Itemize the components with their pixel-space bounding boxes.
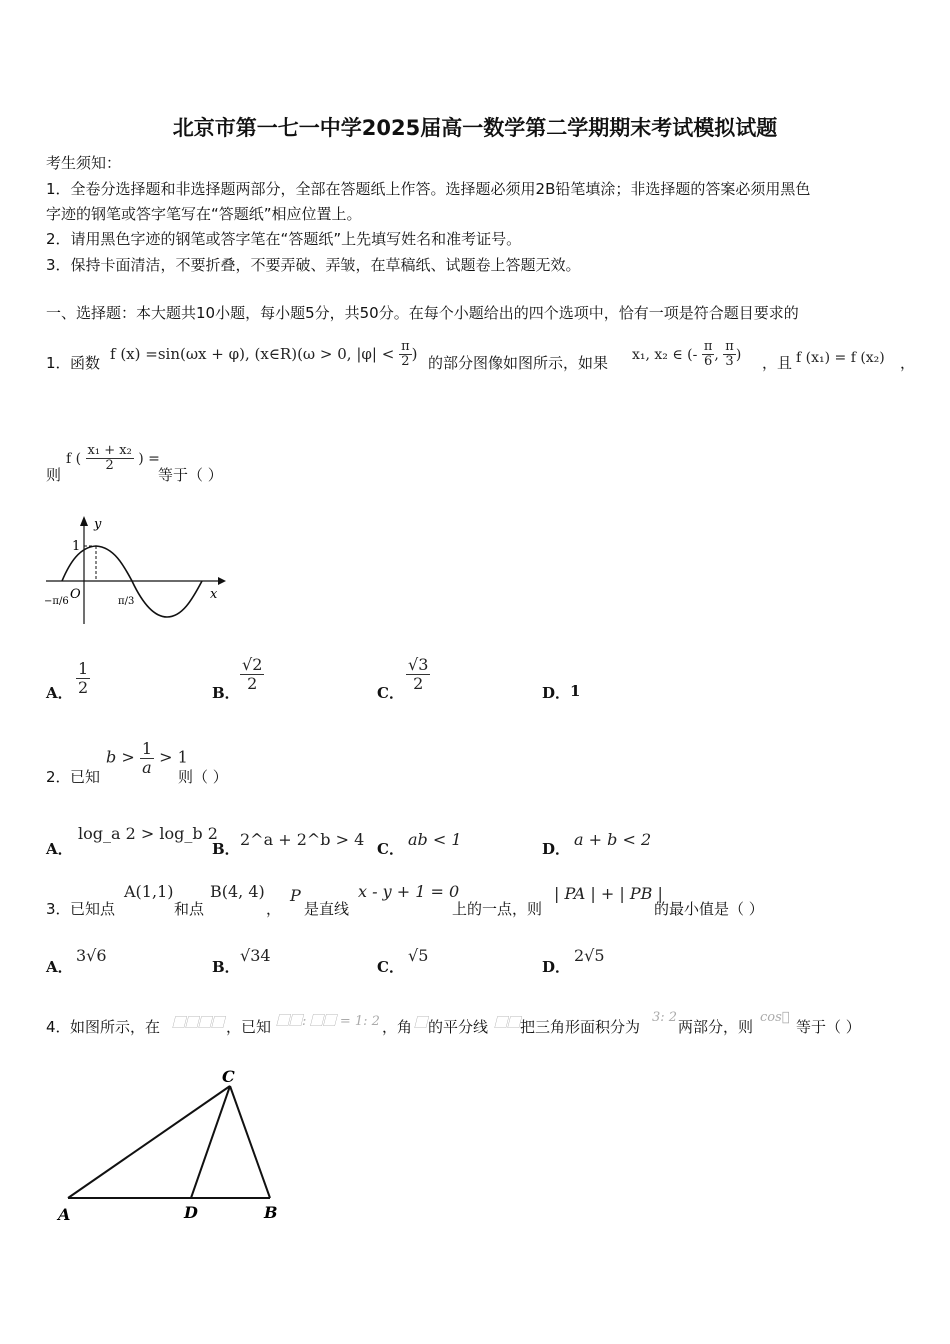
frac-den: 2 [105, 458, 114, 474]
question-number: 1． [46, 354, 71, 372]
frac-num: √3 [408, 655, 429, 674]
question-text: 两部分，则 [678, 1018, 754, 1036]
origin-label: O [70, 587, 81, 602]
question-text: 函数 [70, 354, 101, 372]
option-c-value [406, 656, 430, 692]
ratio-text: : ⃞⃞ = 1: 2 [302, 1014, 380, 1029]
y-label: y [94, 517, 102, 532]
interval-text: x₁, x₂ ∈ (- [632, 346, 698, 363]
question-text: 的最小值是（ ） [654, 900, 764, 918]
frac-num: 1 [141, 739, 153, 758]
option-c-value: ab < 1 [408, 830, 462, 849]
option-d-value: a + b < 2 [574, 830, 652, 849]
point-b: B(4, 4) [210, 882, 265, 901]
vertex-a-label: A [58, 1205, 71, 1224]
question-text: 把三角形面积分为 [520, 1018, 641, 1036]
question-text: 则（ ） [178, 768, 228, 786]
question-text: 如图所示，在 [70, 1018, 161, 1036]
question-text: 等于（ ） [158, 466, 223, 484]
triangle-figure [50, 1062, 290, 1232]
question-text: 已知点 [70, 900, 116, 918]
option-a-value: 3√6 [76, 946, 107, 965]
interval-expression: x₁, x₂ ∈ (- $\frac{\pi}{6}$ , $\frac{\pi}{3}$ ) [632, 339, 742, 370]
question-text: 的平分线 [428, 1018, 489, 1036]
frac-den: 2 [78, 677, 89, 697]
option-b-label: B． [212, 840, 240, 858]
option-d-value: 2√5 [574, 946, 605, 965]
function-expression-text: f (x) =sin(ωx + φ), (x∈R)(ω > 0, |φ| < [110, 344, 395, 363]
notice-heading: 考生须知： [46, 154, 122, 172]
frac-den: 6 [703, 354, 713, 370]
option-c-label: C． [377, 684, 404, 702]
frac-num: π [703, 339, 713, 354]
option-d-label: D． [542, 684, 571, 702]
frac-den: 3 [725, 354, 734, 370]
option-a-label: A． [46, 840, 73, 858]
vertex-c-label: C [222, 1067, 235, 1086]
punctuation: ， [900, 354, 916, 372]
section-heading: 一、选择题：本大题共10小题，每小题5分，共50分。在每个小题给出的四个选项中，恰有一项是符合题目要求的 [46, 304, 799, 322]
notice-item: 字迹的钢笔或答字笔写在“答题纸”相应位置上。 [46, 205, 362, 223]
point-p: P [290, 886, 301, 905]
bisector-cd [191, 1086, 230, 1198]
page-title: 北京市第一七一中学2025届高一数学第二学期期末考试模拟试题 [172, 116, 778, 140]
line-equation: x - y + 1 = 0 [358, 882, 460, 901]
function-expression: f (x) =sin(ωx + φ), (x∈R)(ω > 0, |φ| < $\frac{\pi}{2}$ ) [110, 339, 418, 370]
option-c-value: √5 [408, 946, 429, 965]
option-a-label: A． [46, 684, 73, 702]
question-text: ，且 [762, 354, 793, 372]
option-d-label: D． [542, 840, 571, 858]
question-number: 2． [46, 768, 71, 786]
question-text: ，已知 [226, 1018, 272, 1036]
equality-expression: f (x₁) = f (x₂) [796, 350, 885, 366]
side-cb [230, 1086, 270, 1198]
notice-item: 2．请用黑色字迹的钢笔或答字笔在“答题纸”上先填写姓名和准考证号。 [46, 230, 522, 248]
option-a-value: log_a 2 > log_b 2 [78, 824, 218, 843]
question-number: 3． [46, 900, 71, 918]
midpoint-expression [66, 444, 160, 474]
frac-den: 2 [247, 673, 258, 693]
midpoint-prefix: f ( [66, 450, 82, 467]
frac-num: √2 [242, 655, 263, 674]
question-text: 的部分图像如图所示，如果 [428, 354, 609, 372]
x-tick-pi-3: π/3 [118, 596, 135, 607]
x-tick-neg-pi-6: −π/6 [44, 596, 69, 607]
sine-graph [40, 510, 240, 630]
missing-glyph: ⃞ [414, 1016, 428, 1031]
y-tick-one: 1 [72, 539, 81, 554]
punctuation: ， [266, 900, 282, 918]
question-text: 和点 [174, 900, 205, 918]
condition-expression [106, 740, 188, 776]
ratio-expression: ⃞⃞: ⃞⃞ = 1: 2 [276, 1014, 380, 1029]
option-c-label: C． [377, 958, 404, 976]
condition-prefix: b > [106, 747, 135, 767]
frac-den: a [142, 757, 152, 777]
vertex-b-label: B [264, 1203, 278, 1222]
notice-item: 1．全卷分选择题和非选择题两部分，全部在答题纸上作答。选择题必须用2B铅笔填涂；非选择题的答案必须用黑色 [46, 180, 811, 198]
missing-glyph: ⃞⃞ [494, 1016, 521, 1031]
question-text: 则 [46, 466, 62, 484]
midpoint-suffix: ) = [138, 450, 160, 467]
frac-num: 1 [78, 659, 89, 678]
frac-num: x₁ + x₂ [87, 443, 132, 458]
notice-item: 3．保持卡面清洁，不要折叠，不要弄破、弄皱，在草稿纸、试题卷上答题无效。 [46, 256, 581, 274]
question-number: 4． [46, 1018, 71, 1036]
cos-text: cos [760, 1010, 790, 1025]
option-b-value: √34 [240, 946, 271, 965]
frac-num: π [725, 339, 734, 354]
y-axis-arrow [80, 516, 88, 526]
distance-expression: | PA | + | PB | [554, 884, 663, 903]
side-ac [68, 1086, 230, 1198]
frac-den: 2 [413, 673, 424, 693]
option-d-value: 1 [570, 682, 581, 700]
question-text: 已知 [70, 768, 101, 786]
option-a-label: A． [46, 958, 73, 976]
question-text: ，角 [382, 1018, 413, 1036]
question-text: 等于（ ） [796, 1018, 861, 1036]
option-b-value [240, 656, 264, 692]
missing-glyph: ⃞⃞⃞⃞ [172, 1016, 225, 1031]
question-text: 上的一点，则 [452, 900, 543, 918]
x-axis-arrow [218, 577, 226, 585]
condition-suffix: > 1 [159, 747, 188, 767]
option-b-value: 2^a + 2^b > 4 [240, 830, 365, 849]
question-text: 是直线 [304, 900, 350, 918]
point-d-label: D [184, 1203, 198, 1222]
area-ratio: 3: 2 [652, 1010, 678, 1025]
cos-expression [760, 1010, 790, 1025]
option-b-label: B． [212, 684, 240, 702]
option-b-label: B． [212, 958, 240, 976]
frac-den: 2 [401, 354, 410, 370]
frac-num: π [401, 339, 410, 354]
point-a: A(1,1) [124, 882, 174, 901]
option-c-label: C． [377, 840, 404, 858]
option-a-value [76, 660, 90, 696]
x-label: x [210, 587, 218, 602]
option-d-label: D． [542, 958, 571, 976]
